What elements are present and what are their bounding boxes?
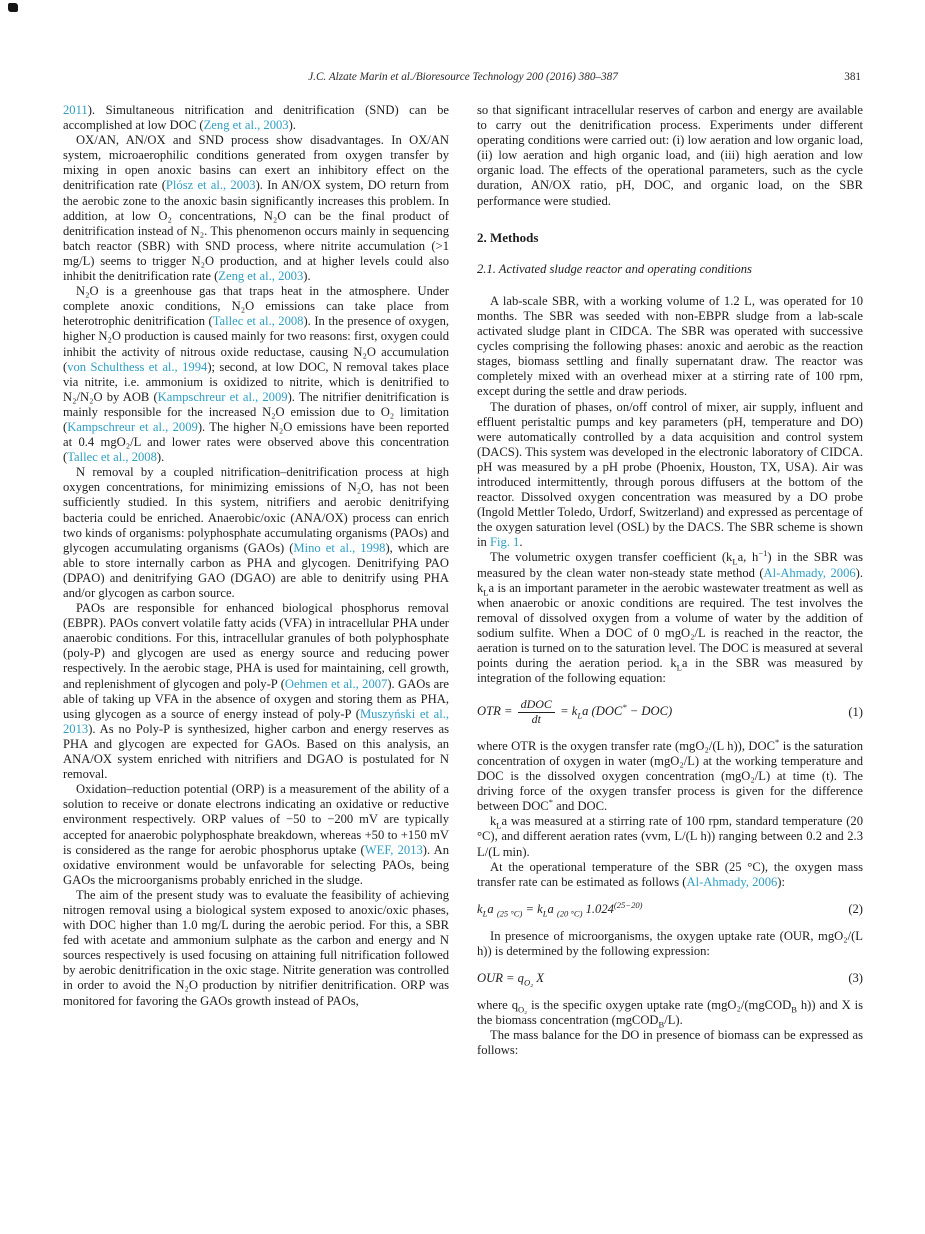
section-heading: 2. Methods	[477, 229, 539, 245]
equation	[477, 698, 863, 727]
citation-link[interactable]: 2011	[63, 103, 88, 117]
fraction: $\frac{\text{dDOC}}{dt}$	[518, 698, 555, 727]
paragraph: N₂O is a greenhouse gas that traps heat in the atmosphere. Under complete anoxic conditions, N₂O emissions can take place from heterotrophic denitrification (Tallec et al., 2008). In the presence of oxygen, higher N₂O production is caused mainly for two reasons: first, oxygen could inhibit the activity of nitrous oxide reductase, causing N₂O accumulation (von Schulthess et al., 1994); second, at low DOC, N removal takes place via nitrite, i.e. ammonium is oxidized to nitrite, which is denitrified to N₂/N₂O by AOB (Kampschreur et al., 2009). The nitrifier denitrification is mainly responsible for the increased N₂O emission due to O₂ limitation (Kampschreur et al., 2009). The higher N₂O emissions have been reported at 0.4 mgO₂/L and lower rates were observed above this concentration (Tallec et al., 2008).	[63, 284, 450, 465]
paragraph: 2011). Simultaneous nitrification and denitrification (SND) can be accomplished at low DOC (Zeng et al., 2003).	[63, 103, 449, 133]
paragraph: N removal by a coupled nitrification–denitrification process at high oxygen concentrations, for minimizing emissions of N₂O, has not been sufficiently studied. In this system, nitrifiers and aerobic denitrifying bacteria could be enriched. Anaerobic/oxic (ANA/OX) process can enrich two kinds of organisms: polyphosphate accumulating organisms (PAOs) and glycogen accumulating organisms (GAOs) (Mino et al., 1998), which are able to store internally carbon as PHA and glycogen. Denitrifying PAO (DPAO) and denitrifying GAO (DGAO) are able to denitrify using PHA and/or glycogen as carbon source.	[63, 465, 449, 600]
citation-link[interactable]: Oehmen et al., 2007	[284, 676, 388, 691]
paragraph: where OTR is the oxygen transfer rate (mgO₂/(L h)), DOC* is the saturation concentration of oxygen in water (mgO₂/L) at the working temperature and DOC is the dissolved oxygen concentration (mgO₂/L) at time (t). The driving force of the oxygen transfer process is given for the difference between DOC* and DOC.	[477, 736, 863, 814]
citation-link[interactable]: Al-Ahmady, 2006	[686, 874, 778, 889]
equation-number: (1)	[848, 705, 863, 720]
citation-link[interactable]: Mino et al., 1998	[293, 540, 386, 555]
page-number: 381	[844, 71, 861, 83]
paragraph: PAOs are responsible for enhanced biological phosphorus removal (EBPR). PAOs convert volatile fatty acids (VFA) in intracellular PHA under anaerobic conditions. For this, intracellular granules of both polyphosphate (poly-P) and glycogen are used as energy source and reducing power respectively. In the aerobic stage, PHA is used for maintaining, cell growth, and replenishment of glycogen and poly-P (Oehmen et al., 2007). GAOs are able of taking up VFA in the absence of oxygen and storing them as PHA, using glycogen as a source of energy instead of poly-P (Muszyński et al., 2013). As no Poly-P is synthesized, higher carbon and energy reserves as PHA and glycogen are expected for GAOs. Based on this analysis, an ANA/OX system enriched with nitrifiers and DGAO is postulated for N removal.	[63, 601, 449, 782]
equation	[477, 899, 863, 919]
citation-link[interactable]: Kampschreur et al., 2009	[67, 419, 198, 434]
paragraph: The volumetric oxygen transfer coefficient ($k_La$, $h^{-1}$) in the SBR was measured by the clean water non-steady state method (Al-Ahmady, 2006). $k_La$ is an important parameter in the aerobic wastewater treatment as well as when anaerobic or anoxic conditions are required. The test involves the removal of dissolved oxygen from a volume of water by the addition of sodium sulfite. When a DOC of 0 mgO₂/L is reached in the reactor, the aeration is turned on to the saturation level. The DOC is measured at several points during the aeration period. $k_La$ in the SBR was measured by integration of the following equation:	[477, 548, 864, 686]
paragraph: The duration of phases, on/off control of mixer, air supply, influent and effluent peristaltic pumps and key parameters (pH, temperature and DO) were automatically controlled by a data acquisition and control system (DACS). This system was developed in the electronic laboratory of CIDCA. pH was measured by a pH probe (Phoenix, Houston, TX, USA). Air was introduced intermittently, through porous diffusers at the bottom of the reactor. Dissolved oxygen concentration was measured by a DO probe (Ingold Mettler Toledo, Urdorf, Switzerland) and expressed as percentage of the oxygen saturation level (OSL) by the DACS. The SBR scheme is shown in Fig. 1.	[477, 399, 863, 550]
left-column	[63, 103, 449, 1059]
paragraph: At the operational temperature of the SBR (25 °C), the oxygen mass transfer rate can be estimated as follows (Al-Ahmady, 2006):	[477, 859, 863, 889]
paragraph: $k_La$ was measured at a stirring rate of 100 rpm, standard temperature (20 °C), and different aeration rates (vvm, L/(L h)) ranging between 0.2 and 2.3 L/(L min).	[477, 814, 863, 859]
citation-link[interactable]: Al-Ahmady, 2006	[763, 565, 856, 580]
scan-artifact-mark	[8, 3, 18, 12]
equation-number: (3)	[848, 971, 863, 986]
article-body	[63, 103, 863, 1059]
citation-link[interactable]: Muszyński et al., 2013	[63, 706, 449, 736]
paragraph: In presence of microorganisms, the oxygen uptake rate (OUR, mgO₂/(L h)) is determined by the following expression:	[477, 928, 863, 958]
running-head	[63, 71, 863, 85]
citation-link[interactable]: von Schulthess et al., 1994	[67, 359, 208, 374]
equation-number: (2)	[848, 901, 863, 916]
paragraph: OX/AN, AN/OX and SND process show disadvantages. In OX/AN system, microaerophilic conditions generated from oxygen transfer by mixing in open anoxic basins can exert an inhibitory effect on the denitrification rate (Plósz et al., 2003). In AN/OX system, DO return from the aerobic zone to the anoxic basin significantly increases this problem. In addition, at low O₂ concentrations, N₂O can be the final product of denitrification instead of N₂. This phenomenon occurs mainly in sequencing batch reactor (SBR) with SND process, where nitrite accumulation (>1 mg/L) seems to trigger N₂O production, and at higher levels could also inhibit the denitrification rate (Zeng et al., 2003).	[63, 133, 449, 284]
equation-body: OTR = $\frac{\text{dDOC}}{dt}$ = $k_La$ (DOC* − DOC)	[477, 697, 673, 727]
journal-citation-line: J.C. Alzate Marin et al./Bioresource Technology 200 (2016) 380–387	[308, 71, 618, 83]
citation-link[interactable]: Zeng et al., 2003	[218, 269, 304, 284]
right-column	[477, 103, 863, 1059]
citation-link[interactable]: Zeng et al., 2003	[203, 118, 289, 133]
paragraph: A lab-scale SBR, with a working volume of 1.2 L, was operated for 10 months. The SBR was seeded with non-EBPR sludge from a lab-scale activated sludge plant in CIDCA. The SBR was operated with successive cycles comprising the following phases: anoxic and aerobic as the reaction stages, biomass settling and finally supernatant draw. The reactor was completely mixed with an overhead mixer at a stirring rate of 100 rpm, except during the settle and draw periods.	[477, 293, 863, 399]
citation-link[interactable]: Tallec et al., 2008	[67, 450, 157, 465]
paragraph: The mass balance for the DO in presence of biomass can be expressed as follows:	[477, 1028, 863, 1058]
citation-link[interactable]: Kampschreur et al., 2009	[157, 389, 288, 404]
paragraph: Oxidation–reduction potential (ORP) is a measurement of the ability of a solution to receive or donate electrons indicating an oxidative or reductive environment respectively. ORP values of −50 to −200 mV are typically accepted for anaerobic polyphosphate breakdown, whereas +50 to +150 mV is considered as the range for aerobic phosphorus uptake (WEF, 2013). An oxidative environment would be unfavorable for selecting PAOs, being GAOs the microorganisms probably enriched in the sludge.	[63, 782, 449, 887]
citation-link[interactable]: Fig. 1	[489, 535, 520, 550]
paragraph: so that significant intracellular reserves of carbon and energy are available to carry out the denitrification process. Experiments under different operating conditions were carried out: (i) low aeration and low organic load, (ii) low aeration and high organic load, and (iii) high aeration and low organic load. The effects of the operational parameters, such as the cycle duration, AN/OX ratio, pH, DOC, and organic load, on the SBR performance were studied.	[477, 103, 863, 208]
paragraph: where $q_{O_2}$ is the specific oxygen uptake rate (mgO₂/(mgCOD$_B$ h)) and X is the biomass concentration (mgCOD$_B$/L).	[477, 998, 863, 1030]
paragraph: The aim of the present study was to evaluate the feasibility of achieving nitrogen removal using a biological system exposed to anoxic/oxic phases, with DOC higher than 1.0 mg/L during the aerobic period. For this, a SBR fed with acetate and ammonium sulphate as the carbon and energy and N sources respectively is used focusing on attaining full nitrification followed by aerobic denitrification in the oxic stage. Nitrite generation was controlled in order to avoid the N₂O production by nitrifier denitrification. ORP was monitored for favoring the GAOs growth instead of PAOs,	[63, 887, 449, 1008]
citation-link[interactable]: WEF, 2013	[364, 842, 423, 857]
subsection-heading: 2.1. Activated sludge reactor and operating conditions	[477, 261, 752, 276]
equation-body: OUR = $q_{O_2}$ X	[477, 971, 544, 988]
equation-body: $k_La$ $_{(25 ^\circ C)} = k_La$ $_{(20 ^\circ C)}$ $1.024^{(25-20)}$	[477, 899, 643, 919]
citation-link[interactable]: Tallec et al., 2008	[212, 314, 304, 329]
citation-link[interactable]: Plósz et al., 2003	[165, 178, 256, 193]
equation	[477, 971, 863, 986]
